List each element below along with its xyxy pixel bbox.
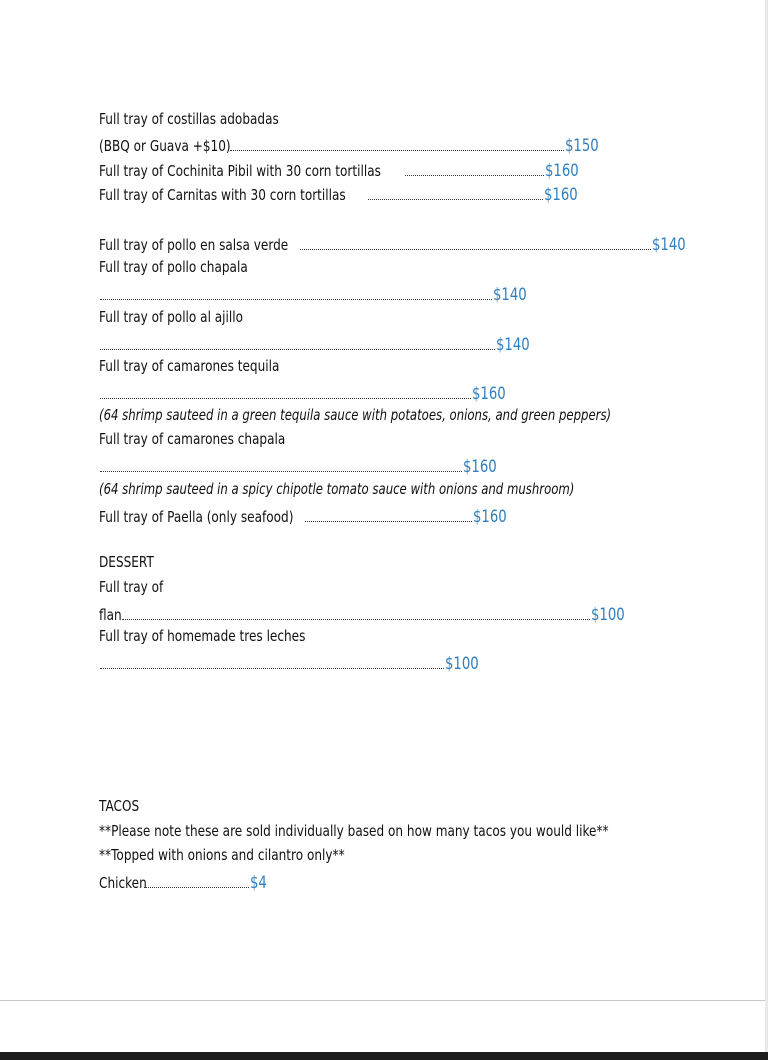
pollo-verde-price: $140 [652,235,686,255]
pollo-verde-row [99,233,688,255]
flan-line1: Full tray of [99,578,164,596]
pollo-chapala-name: Full tray of pollo chapala [99,258,248,276]
paella-name: Full tray of Paella (only seafood) [99,508,294,526]
tres-leches-price: $100 [445,654,479,674]
camarones-chapala-note: (64 shrimp sauteed in a spicy chipotle tomato sauce with onions and mushroom) [99,480,575,498]
chicken-name: Chicken [99,874,147,892]
carnitas-price: $160 [544,185,578,205]
dot-leader [100,667,444,669]
tacos-note-2: **Topped with onions and cilantro only** [99,846,345,864]
costillas-line1: Full tray of costillas adobadas [99,110,279,128]
flan-row [99,603,627,625]
scan-edge-line [0,1000,768,1001]
pollo-chapala-price: $140 [493,285,527,305]
dot-leader [305,520,472,522]
tacos-note-1: **Please note these are sold individually based on how many tacos you would like** [99,822,609,840]
dessert-heading: DESSERT [99,553,154,571]
cochinita-price: $160 [545,161,579,181]
camarones-chapala-row [99,455,499,477]
dot-leader [100,397,471,399]
tres-leches-row [99,652,481,674]
tres-leches-name: Full tray of homemade tres leches [99,627,306,645]
dot-leader [300,248,651,250]
dot-leader [100,348,495,350]
dot-leader [405,174,544,176]
camarones-tequila-note: (64 shrimp sauteed in a green tequila sauce with potatoes, onions, and green peppers) [99,406,612,424]
pollo-ajillo-price: $140 [496,335,530,355]
camarones-tequila-name: Full tray of camarones tequila [99,357,280,375]
paella-price: $160 [473,507,507,527]
paella-row [99,505,509,527]
camarones-tequila-price: $160 [472,384,506,404]
tacos-heading: TACOS [99,797,140,815]
dot-leader [368,198,543,200]
dot-leader [230,149,564,151]
camarones-chapala-name: Full tray of camarones chapala [99,430,286,448]
flan-price: $100 [591,605,625,625]
camarones-tequila-row [99,382,508,404]
pollo-ajillo-row [99,333,532,355]
pollo-chapala-row [99,283,529,305]
carnitas-row [99,183,580,205]
cochinita-name: Full tray of Cochinita Pibil with 30 corn tortillas [99,162,381,180]
dot-leader [122,618,590,620]
scan-bottom-edge [0,1052,768,1060]
pollo-ajillo-name: Full tray of pollo al ajillo [99,308,244,326]
dot-leader [144,886,249,888]
pollo-verde-name: Full tray of pollo en salsa verde [99,236,289,254]
chicken-price: $4 [250,873,267,893]
costillas-price: $150 [565,136,599,156]
carnitas-name: Full tray of Carnitas with 30 corn tortillas [99,186,346,204]
costillas-row [99,134,601,156]
cochinita-row [99,159,581,181]
costillas-line2: (BBQ or Guava +$10) [99,137,231,155]
dot-leader [100,470,462,472]
flan-line2: flan [99,606,122,624]
chicken-row [99,871,266,893]
dot-leader [100,298,492,300]
camarones-chapala-price: $160 [463,457,497,477]
